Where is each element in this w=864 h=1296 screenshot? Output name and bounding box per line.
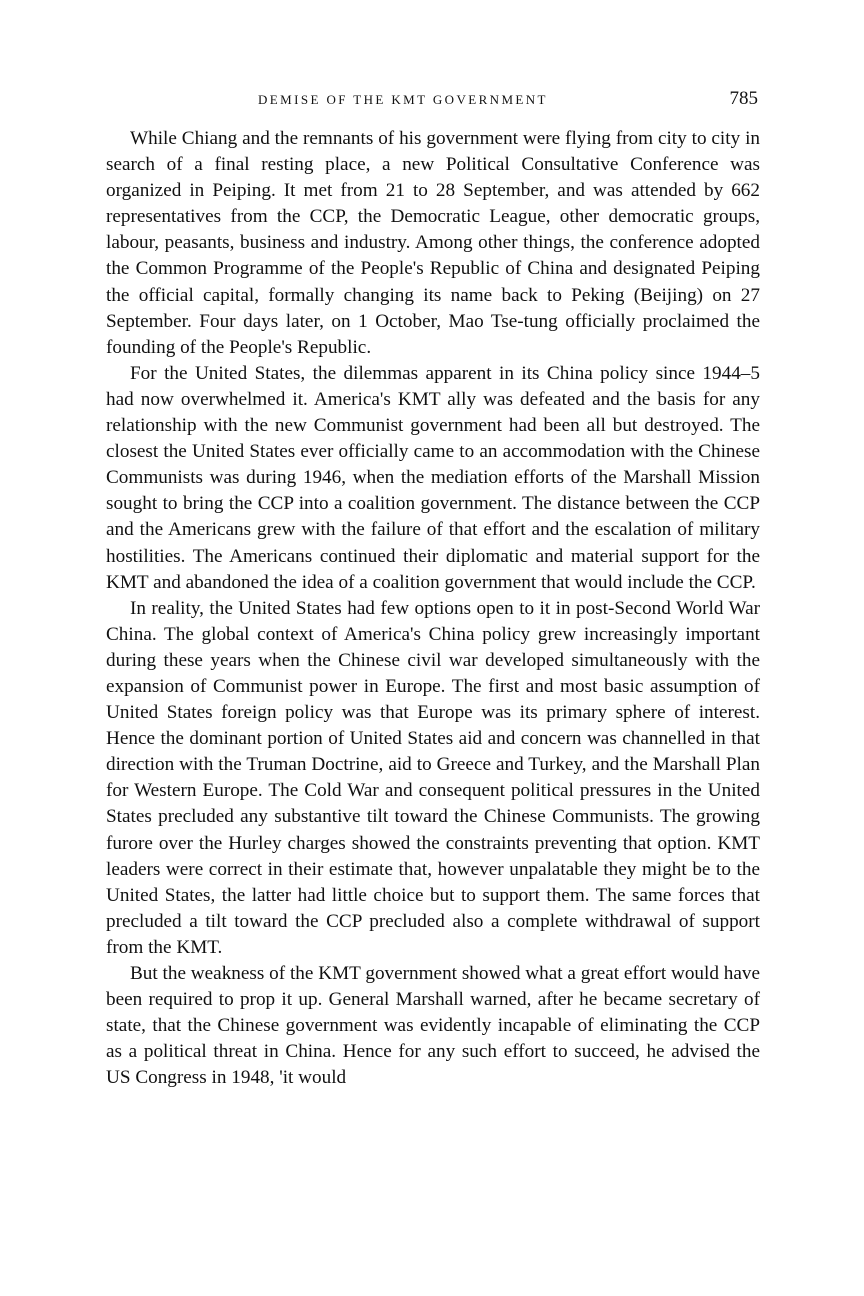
paragraph-4: But the weakness of the KMT government showed what a great effort would have been required to prop it up. General Marshall warned, after he became secretary of state, that the Chinese government was evidently incapable of eliminating the CCP as a political threat in China. Hence for any such effort to succeed, he advised the US Congress in 1948, 'it would (106, 963, 760, 1089)
body-text (106, 126, 760, 1091)
paragraph-2: For the United States, the dilemmas apparent in its China policy since 1944–5 had now overwhelmed it. America's KMT ally was defeated and the basis for any relationship with the new Communist government had been all but destroyed. The closest the United States ever officially came to an accommodation with the Chinese Communists was during 1946, when the mediation efforts of the Marshall Mission sought to bring the CCP into a coalition government. The distance between the CCP and the Americans grew with the failure of that effort and the escalation of military hostilities. The Americans continued their diplomatic and material support for the KMT and abandoned the idea of a coalition government that would include the CCP. (106, 362, 760, 593)
paragraph-1: While Chiang and the remnants of his government were flying from city to city in search of a final resting place, a new Political Consultative Conference was organized in Peiping. It met from 21 to 28 September, and was attended by 662 representatives from the CCP, the Democratic League, other democratic groups, labour, peasants, business and industry. Among other things, the conference adopted the Common Programme of the People's Republic of China and designated Peiping the official capital, formally changing its name back to Peking (Beijing) on 27 September. Four days later, on 1 October, Mao Tse-tung officially proclaimed the founding of the People's Republic. (106, 128, 760, 358)
running-title: DEMISE OF THE KMT GOVERNMENT (258, 92, 548, 107)
paragraph-3: In reality, the United States had few options open to it in post-Second World War China. The global context of America's China policy grew increasingly important during these years when the Chinese civil war developed simultaneously with the expansion of Communist power in Europe. The first and most basic assumption of United States foreign policy was that Europe was its primary sphere of interest. Hence the dominant portion of United States aid and concern was channelled in that direction with the Truman Doctrine, aid to Greece and Turkey, and the Marshall Plan for Western Europe. The Cold War and consequent political pressures in the United States precluded any substantive tilt toward the Chinese Communists. The growing furore over the Hurley charges showed the constraints preventing that option. KMT leaders were correct in their estimate that, however unpalatable they might be to the United States, the latter had little choice but to support them. The same forces that precluded a tilt toward the CCP precluded also a complete withdrawal of support from the KMT. (106, 597, 760, 958)
running-head (106, 88, 760, 116)
page-number: 785 (729, 88, 758, 109)
